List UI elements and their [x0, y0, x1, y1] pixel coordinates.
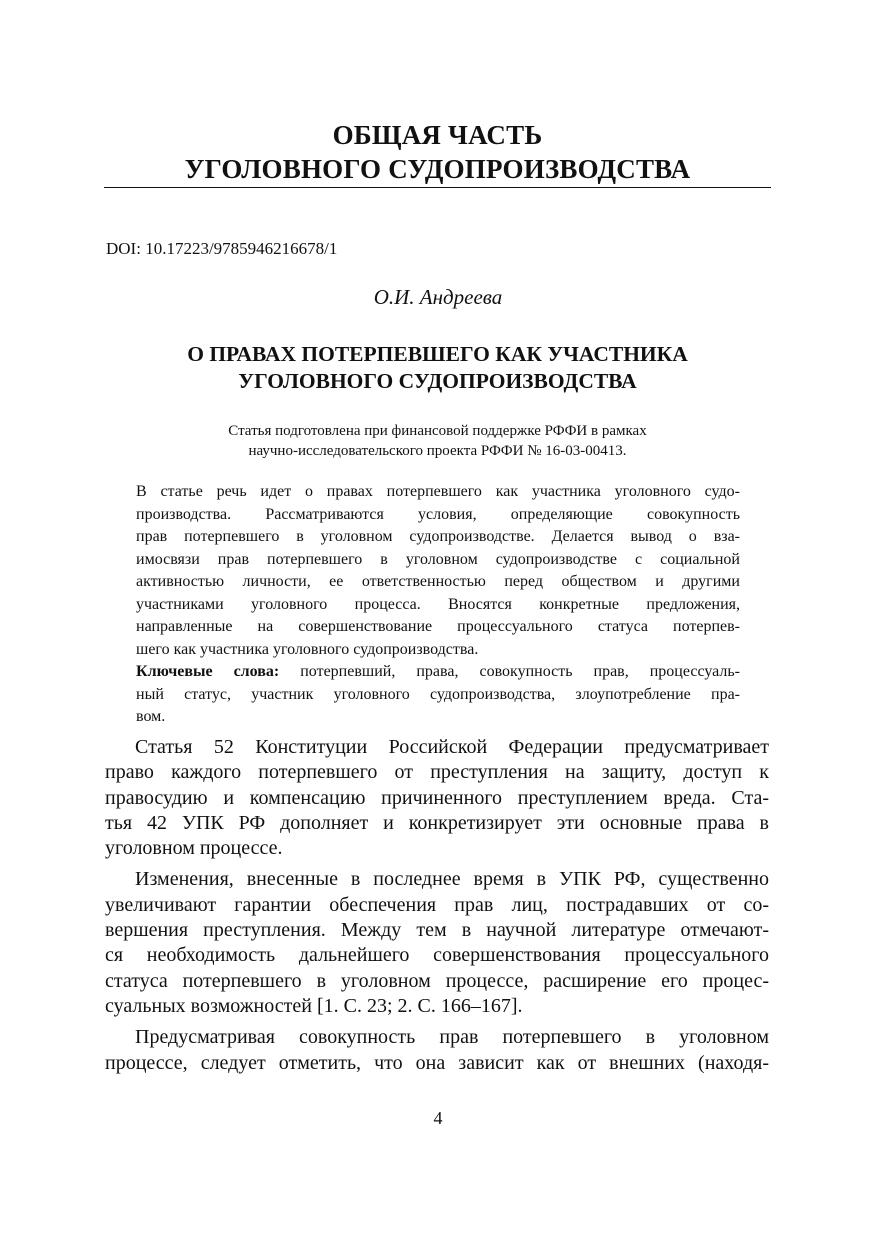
page-number: 4 [433, 1108, 443, 1128]
abstract-line: производства. Рассматриваются условия, определяющие совокупность [136, 505, 740, 523]
body-line: Предусматривая совокупность прав потерпевшего в уголовном [135, 1026, 769, 1049]
keywords-label: Ключевые слова: [136, 663, 280, 680]
body-line: тья 42 УПК РФ дополняет и конкретизирует эти основные права в [105, 811, 769, 834]
abstract-line: прав потерпевшего в уголовном судопроизводстве. Делается вывод о вза- [136, 528, 740, 545]
abstract-line: В статье речь идет о правах потерпевшего как участника уголовного судо- [136, 483, 740, 500]
keywords-line: вом. [136, 708, 166, 725]
body-line: право каждого потерпевшего от преступления на защиту, доступ к [105, 761, 769, 784]
abstract-line: направленные на совершенствование процессуального статуса потерпев- [136, 618, 740, 635]
body-line: Статья 52 Конституции Российской Федерации предусматривает [135, 736, 769, 758]
abstract [136, 481, 740, 729]
body-line: правосудию и компенсацию причиненного преступлением вреда. Ста- [105, 786, 769, 809]
abstract-line: имосвязи прав потерпевшего в уголовном судопроизводстве с социальной [136, 550, 740, 568]
section-title [104, 118, 771, 186]
body-line: уголовном процессе. [105, 837, 283, 860]
body-line: увеличивают гарантии обеспечения прав лиц, пострадавших от со- [105, 893, 769, 916]
funding-line-1: Статья подготовлена при финансовой поддержке РФФИ в рамках [228, 423, 647, 439]
body-line: процессе, следует отметить, что она зависит как от внешних (находя- [105, 1051, 769, 1074]
keywords-text: потерпевший, права, совокупность прав, процессуаль- [279, 663, 740, 680]
section-title-line-2: УГОЛОВНОГО СУДОПРОИЗВОДСТВА [184, 154, 691, 184]
abstract-line: шего как участника уголовного судопроизводства. [136, 640, 479, 658]
body-line: статуса потерпевшего в уголовном процессе, расширение его процес- [105, 969, 769, 992]
body-line: ся необходимость дальнейшего совершенствования процессуального [105, 944, 769, 967]
article-title-line-1: О ПРАВАХ ПОТЕРПЕВШЕГО КАК УЧАСТНИКА [187, 342, 688, 366]
abstract-line: участниками уголовного процесса. Вносятся конкретные предложения, [136, 595, 740, 613]
section-divider [104, 187, 771, 188]
body-line: Изменения, внесенные в последнее время в УПК РФ, существенно [135, 868, 769, 891]
body-text [105, 735, 769, 1076]
article-title [104, 341, 771, 395]
body-line: суальных возможностей [1. С. 23; 2. С. 166–167]. [105, 994, 523, 1017]
abstract-line: активностью личности, ее ответственностью перед обществом и другими [136, 573, 740, 590]
keywords-line: ный статус, участник уголовного судопроизводства, злоупотребление пра- [136, 685, 740, 703]
author-name: О.И. Андреева [373, 285, 503, 309]
keywords-line [136, 661, 740, 684]
funding-note [104, 421, 771, 461]
body-line: вершения преступления. Между тем в научной литературе отмечают- [105, 919, 769, 942]
article-title-line-2: УГОЛОВНОГО СУДОПРОИЗВОДСТВА [238, 369, 637, 393]
funding-line-2: научно-исследовательского проекта РФФИ № 16-03-00413. [248, 443, 627, 459]
section-title-line-1: ОБЩАЯ ЧАСТЬ [332, 120, 543, 150]
doi-line: DOI: 10.17223/9785946216678/1 [106, 239, 338, 258]
